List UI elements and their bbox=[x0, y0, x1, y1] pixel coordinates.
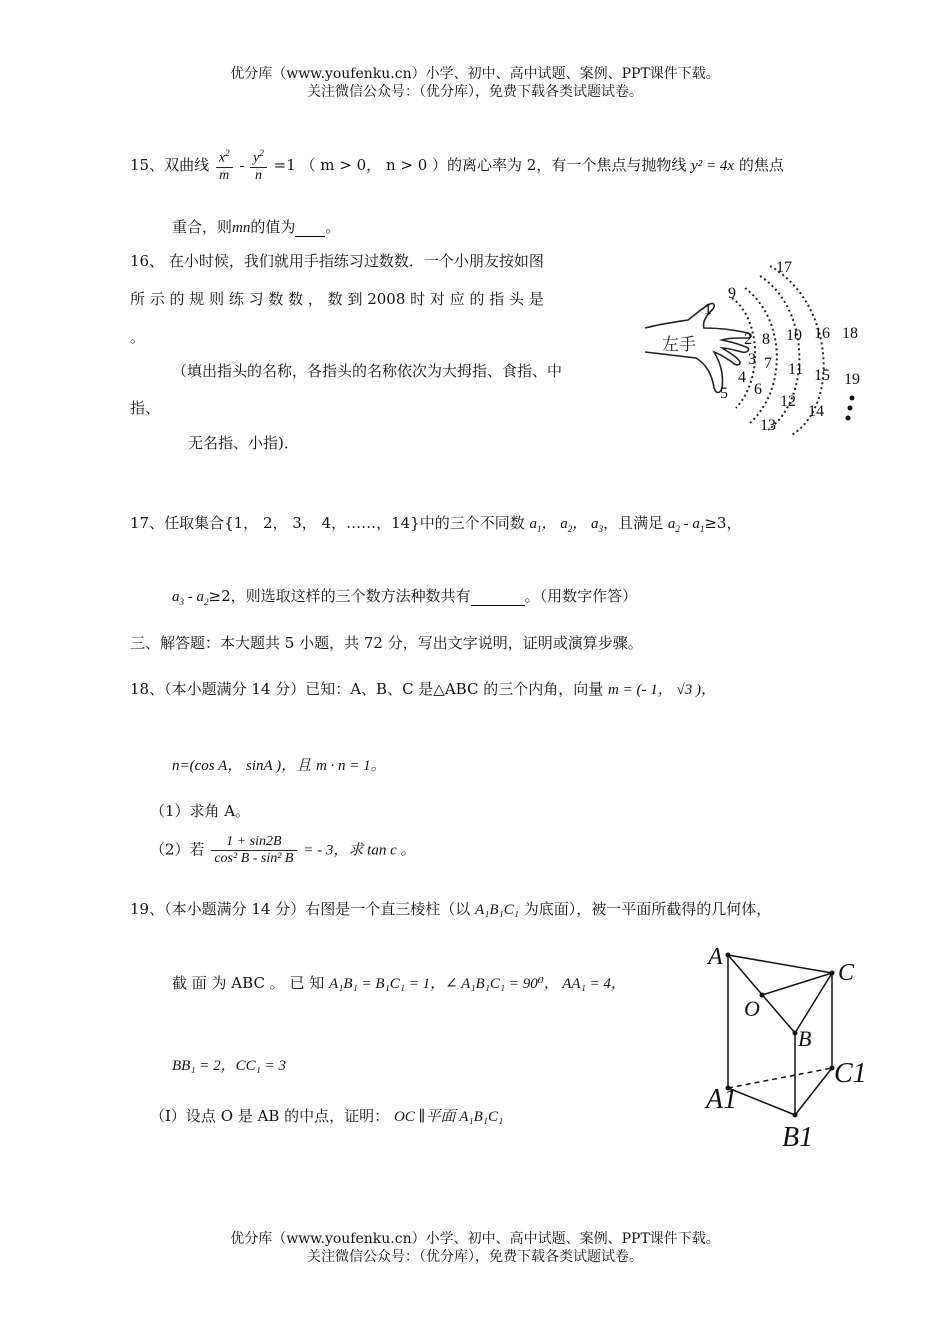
count-number: 6 bbox=[754, 381, 762, 398]
q15-line2-text: 重合，则 bbox=[172, 218, 233, 236]
q18-dot-product: m · n = 1。 bbox=[315, 758, 386, 774]
count-number: 17 bbox=[776, 259, 792, 276]
count-number: 18 bbox=[842, 325, 858, 342]
q19-line4-b: OC ∥平面 A₁B₁C₁ bbox=[393, 1109, 504, 1125]
q16-line-2: 所 示 的 规 则 练 习 数 数 ， 数 到 2008 时 对 应 的 指 头 是 bbox=[130, 290, 544, 308]
q17-line2-c: 。（用数字作答） bbox=[524, 587, 638, 605]
q15-label: 15、双曲线 bbox=[130, 155, 210, 174]
q15-tail: 的焦点 bbox=[738, 155, 784, 174]
continuation-dots bbox=[846, 396, 855, 421]
q16-line-6: 无名指、小指)． bbox=[188, 434, 299, 452]
vertex-label: A bbox=[708, 944, 723, 970]
q19-base: A₁B₁C₁ bbox=[475, 902, 519, 918]
header-line-1: 优分库（www.youfenku.cn）小学、初中、高中试题、案例、PPT课件下载。 bbox=[230, 66, 720, 82]
q15-line2-end: 。 bbox=[325, 218, 341, 236]
hand-outline bbox=[645, 303, 751, 392]
q16-line-5: 指、 bbox=[130, 399, 161, 417]
q18-fraction-numerator: 1 + sin2B bbox=[211, 834, 296, 851]
q15-parabola: y² = 4x bbox=[691, 157, 735, 174]
count-number: 15 bbox=[814, 367, 830, 384]
prism-edges bbox=[728, 955, 832, 1115]
vertex-label: O bbox=[744, 996, 760, 1021]
count-number: 2 bbox=[744, 331, 752, 348]
q17-line1-b: ，且满足 bbox=[603, 514, 664, 532]
vertex-label: B bbox=[798, 1026, 812, 1051]
q18-fraction-denominator: cos² B - sin² B bbox=[214, 851, 294, 866]
count-number: 11 bbox=[788, 361, 804, 378]
q18-vector-m: m = (- 1， √3 )， bbox=[608, 682, 716, 698]
count-number: 8 bbox=[762, 331, 770, 348]
q17-line2-b: ≥2，则选取这样的三个数方法种数共有 bbox=[208, 587, 471, 605]
q15-line2-text-b: 的值为 bbox=[250, 218, 296, 236]
q15-mn: mn bbox=[232, 220, 251, 236]
q19-line1-b: 为底面），被一平面所截得的几何体， bbox=[523, 900, 772, 918]
q16-line-1: 16、 在小时候，我们就用手指练习过数数．一个小朋友按如图 bbox=[130, 252, 544, 270]
header-line-2: 关注微信公众号：（优分库），免费下载各类试题试卷。 bbox=[307, 84, 643, 100]
q15-condition: （ m > 0， n > 0 ）的离心率为 2，有一个焦点与抛物线 bbox=[300, 155, 687, 174]
footer-line-1: 优分库（www.youfenku.cn）小学、初中、高中试题、案例、PPT课件下载。 bbox=[230, 1231, 720, 1247]
q16-line-4: （填出指头的名称，各指头的名称依次为大拇指、食指、中 bbox=[172, 362, 563, 380]
hand-label: 左手 bbox=[662, 335, 696, 354]
page-header bbox=[0, 65, 950, 101]
count-number: 9 bbox=[728, 285, 736, 302]
count-number: 10 bbox=[786, 327, 802, 344]
q19-line1-a: 19、（本小题满分 14 分）右图是一个直三棱柱（以 bbox=[130, 900, 471, 918]
q18-fraction bbox=[211, 834, 296, 867]
count-number: 1 bbox=[704, 301, 712, 318]
page-footer bbox=[0, 1230, 950, 1266]
vertex-label: B1 bbox=[782, 1122, 814, 1153]
q18-part-2-tail: = - 3，求 tan c 。 bbox=[303, 842, 416, 859]
q18-line1: 18、（本小题满分 14 分）已知：A、B、C 是△ABC 的三个内角，向量 bbox=[130, 680, 604, 698]
vertex-label: C1 bbox=[834, 1058, 867, 1089]
q19-line4-a: （I）设点 O 是 AB 的中点，证明： bbox=[150, 1107, 390, 1125]
count-number: 12 bbox=[780, 393, 796, 410]
hand-counting-figure bbox=[640, 248, 880, 438]
footer-line-2: 关注微信公众号：（优分库），免费下载各类试题试卷。 bbox=[307, 1249, 643, 1265]
count-number: 16 bbox=[814, 325, 830, 342]
q18-vector-n: n=(cos A， sinA )，且 bbox=[172, 758, 312, 774]
q19-line3: BB₁ = 2，CC₁ = 3 bbox=[172, 1058, 287, 1074]
q19-line2-a: 截 面 为 ABC 。 已 知 bbox=[172, 974, 325, 992]
q15-fraction-x2-m: $\frac{x^2}{m}$ bbox=[216, 148, 233, 184]
prism-figure bbox=[700, 940, 870, 1155]
count-number: 19 bbox=[844, 371, 860, 388]
count-number: 7 bbox=[764, 355, 772, 372]
q15-answer-blank bbox=[295, 218, 325, 237]
q18-part-1: （1）求角 A。 bbox=[150, 802, 251, 820]
vertex-label: A1 bbox=[706, 1084, 738, 1115]
q17-line1-c: ≥3， bbox=[704, 514, 742, 532]
q17-answer-blank bbox=[471, 587, 525, 606]
vertex-label: C bbox=[838, 960, 855, 986]
count-number: 14 bbox=[808, 403, 824, 420]
q16-line-3: 。 bbox=[130, 328, 146, 346]
q17-line1-a: 17、任取集合{1， 2， 3， 4，……，14}中的三个不同数 bbox=[130, 514, 525, 532]
section-3-heading: 三、解答题：本大题共 5 小题，共 72 分，写出文字说明，证明或演算步骤。 bbox=[130, 634, 643, 652]
q19-line2-b: A₁B₁ = B₁C₁ = 1，∠ A₁B₁C₁ = 90⁰， AA₁ = 4， bbox=[329, 976, 626, 992]
count-number: 13 bbox=[760, 417, 776, 434]
count-number: 5 bbox=[720, 385, 728, 402]
q18-part-2-label: （2）若 bbox=[150, 840, 205, 859]
count-number: 4 bbox=[738, 369, 746, 386]
count-number: 3 bbox=[748, 351, 756, 368]
count-numbers bbox=[704, 259, 860, 434]
q15-fraction-y2-n: $\frac{y^2}{n}$ bbox=[250, 148, 267, 184]
